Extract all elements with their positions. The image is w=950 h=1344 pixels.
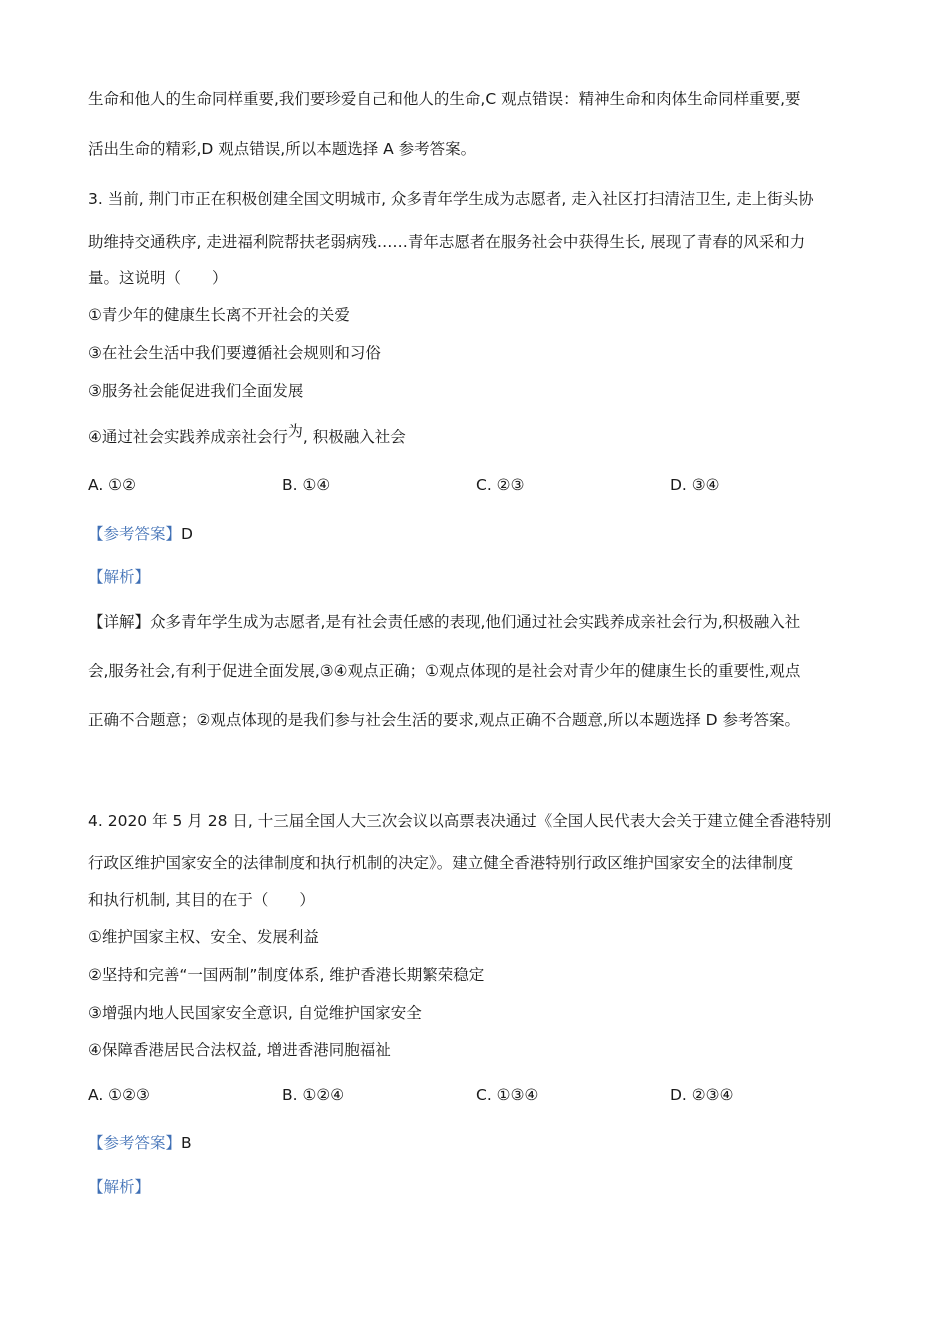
q4-item-1: ①维护国家主权、安全、发展利益 bbox=[88, 928, 319, 946]
q4-analysis-tag: 【解析】 bbox=[88, 1178, 151, 1196]
q3-analysis-tag: 【解析】 bbox=[88, 568, 151, 586]
q3-detail-line-2: 会,服务社会,有利于促进全面发展,③④观点正确；①观点体现的是社会对青少年的健康生长的重要性,观点 bbox=[88, 662, 801, 680]
q3-detail-line-1 bbox=[88, 611, 800, 633]
q3-item-1: ①青少年的健康生长离不开社会的关爱 bbox=[88, 306, 350, 324]
q3-stem-line-1: 3. 当前, 荆门市正在积极创建全国文明城市, 众多青年学生成为志愿者, 走入社区打扫清洁卫生, 走上街头协 bbox=[88, 190, 814, 208]
q3-item-4 bbox=[88, 422, 406, 448]
q4-stem-line-3: 和执行机制, 其目的在于（ ） bbox=[88, 891, 315, 909]
prev-explanation-line-1: 生命和他人的生命同样重要,我们要珍爱自己和他人的生命,C 观点错误：精神生命和肉体生命同样重要,要 bbox=[88, 90, 801, 108]
q4-stem-line-2: 行政区维护国家安全的法律制度和执行机制的决定》。建立健全香港特别行政区维护国家安全的法律制度 bbox=[88, 854, 794, 872]
q3-option-b: B. ①④ bbox=[282, 476, 331, 494]
q3-stem-line-3: 量。这说明（ ） bbox=[88, 269, 228, 287]
q3-item-4-part-b: 为 bbox=[287, 422, 303, 440]
q4-item-2: ②坚持和完善“一国两制”制度体系, 维护香港长期繁荣稳定 bbox=[88, 966, 485, 984]
q4-option-a: A. ①②③ bbox=[88, 1086, 150, 1104]
prev-explanation-line-2: 活出生命的精彩,D 观点错误,所以本题选择 A 参考答案。 bbox=[88, 140, 477, 158]
q3-detail-text-1: 众多青年学生成为志愿者,是有社会责任感的表现,他们通过社会实践养成亲社会行为,积极融入社 bbox=[150, 613, 801, 631]
q3-item-3: ③服务社会能促进我们全面发展 bbox=[88, 382, 304, 400]
q3-detail-line-3: 正确不合题意；②观点体现的是我们参与社会生活的要求,观点正确不合题意,所以本题选择 D 参考答案。 bbox=[88, 711, 801, 729]
q4-stem-line-1: 4. 2020 年 5 月 28 日, 十三届全国人大三次会议以高票表决通过《全国人民代表大会关于建立健全香港特别 bbox=[88, 812, 832, 830]
q3-detail-tag: 【详解】 bbox=[88, 613, 151, 631]
q4-item-3: ③增强内地人民国家安全意识, 自觉维护国家安全 bbox=[88, 1004, 422, 1022]
q4-option-b: B. ①②④ bbox=[282, 1086, 345, 1104]
q3-answer bbox=[88, 523, 193, 545]
q3-option-c: C. ②③ bbox=[476, 476, 525, 494]
q3-option-d: D. ③④ bbox=[670, 476, 720, 494]
q3-stem-line-2: 助维持交通秩序, 走进福利院帮扶老弱病残……青年志愿者在服务社会中获得生长, 展现了青春的风采和力 bbox=[88, 233, 806, 251]
q3-option-a: A. ①② bbox=[88, 476, 136, 494]
q3-item-2: ③在社会生活中我们要遵循社会规则和习俗 bbox=[88, 344, 381, 362]
q3-answer-tag: 【参考答案】 bbox=[88, 525, 182, 543]
q4-answer-value: B bbox=[181, 1134, 192, 1152]
q4-item-4: ④保障香港居民合法权益, 增进香港同胞福祉 bbox=[88, 1041, 391, 1059]
q3-item-4-part-c: , 积极融入社会 bbox=[302, 428, 406, 446]
q4-option-c: C. ①③④ bbox=[476, 1086, 539, 1104]
q4-answer bbox=[88, 1132, 192, 1154]
q4-answer-tag: 【参考答案】 bbox=[88, 1134, 182, 1152]
q4-option-d: D. ②③④ bbox=[670, 1086, 734, 1104]
q3-answer-value: D bbox=[181, 525, 193, 543]
q3-item-4-part-a: ④通过社会实践养成亲社会行 bbox=[88, 428, 288, 446]
